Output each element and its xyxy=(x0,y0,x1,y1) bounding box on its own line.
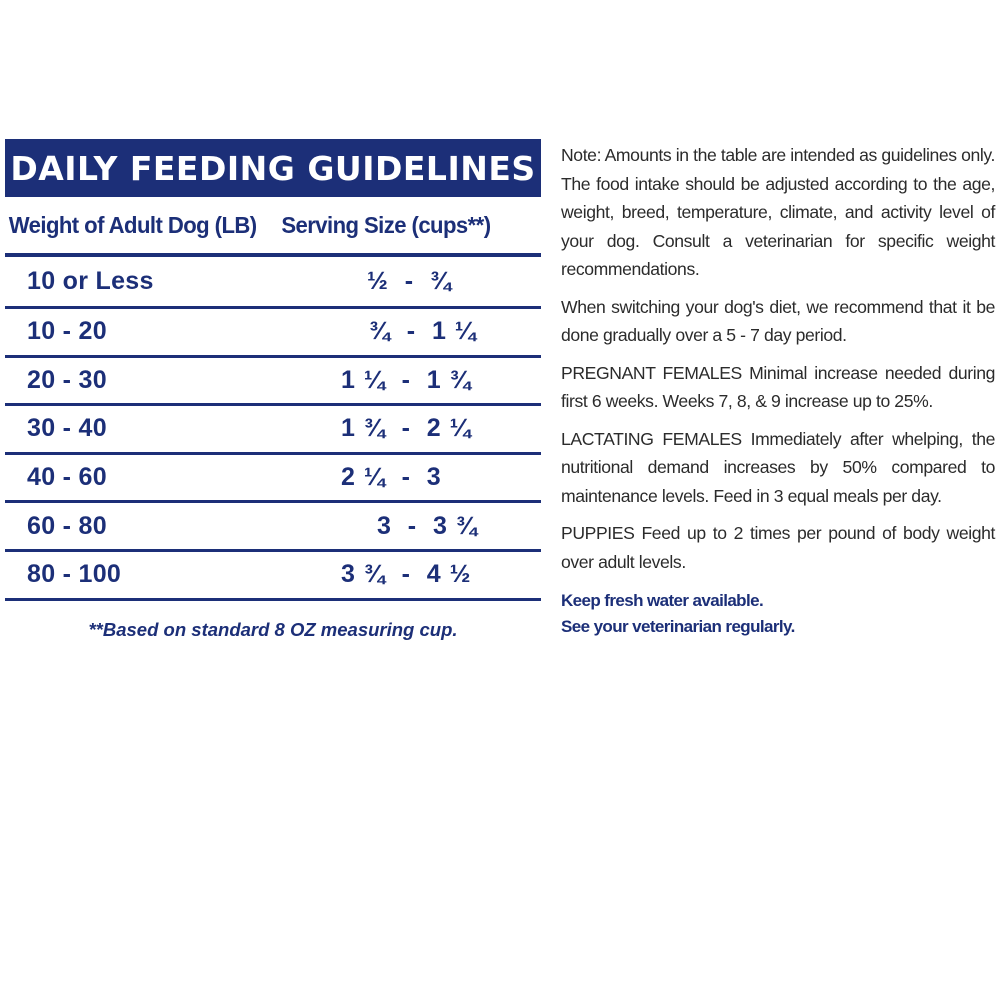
table-rows xyxy=(5,257,541,601)
table-row xyxy=(5,552,541,601)
footnote: **Based on standard 8 OZ measuring cup. xyxy=(88,618,458,640)
note-puppies: PUPPIES Feed up to 2 times per pound of body weight over adult levels. xyxy=(561,523,995,572)
cell-weight: 20 - 30 xyxy=(27,365,107,394)
column-headers xyxy=(5,197,509,253)
cell-serving: 3 - 3 ¾ xyxy=(377,511,478,540)
notes-panel xyxy=(561,141,995,640)
note-switching: When switching your dog's diet, we recommend that it be done gradually over a 5 - 7 day period. xyxy=(561,296,995,345)
table-title: DAILY FEEDING GUIDELINES xyxy=(5,139,541,197)
note-pregnant: PREGNANT FEMALES Minimal increase needed during first 6 weeks. Weeks 7, 8, & 9 increase up to 25%. xyxy=(561,362,995,411)
feeding-table xyxy=(5,139,541,641)
header-serving: Serving Size (cups**) xyxy=(281,211,491,238)
cell-weight: 10 - 20 xyxy=(27,317,107,346)
table-row xyxy=(5,358,541,407)
cell-serving: 2 ¼ - 3 xyxy=(341,463,442,492)
table-row xyxy=(5,503,541,552)
emphasis-vet: See your veterinarian regularly. xyxy=(561,617,795,636)
cell-serving: 1 ¼ - 1 ¾ xyxy=(341,365,472,394)
cell-weight: 40 - 60 xyxy=(27,463,107,492)
cell-serving: 3 ¾ - 4 ½ xyxy=(341,560,472,589)
cell-weight: 60 - 80 xyxy=(27,511,107,540)
note-lactating: LACTATING FEMALES Immediately after whelping, the nutritional demand increases by 50% compared to maintenance levels. Feed in 3 equal meals per day. xyxy=(561,428,995,506)
cell-weight: 30 - 40 xyxy=(27,414,107,443)
header-weight: Weight of Adult Dog (LB) xyxy=(8,211,257,238)
emphasis-water: Keep fresh water available. xyxy=(561,591,764,610)
emphasis-block xyxy=(561,588,995,640)
table-row xyxy=(5,257,541,309)
table-row xyxy=(5,309,541,358)
cell-serving: 1 ¾ - 2 ¼ xyxy=(341,414,472,443)
cell-serving: ½ - ¾ xyxy=(367,267,452,295)
cell-serving: ¾ - 1 ¼ xyxy=(369,317,477,346)
note-general: Note: Amounts in the table are intended as guidelines only. The food intake should be adjusted according to the age, weight, breed, temperature, climate, and activity level of your dog. Consult a veterinarian for specific weight recommendations. xyxy=(561,145,995,279)
cell-weight: 80 - 100 xyxy=(27,560,122,589)
table-row xyxy=(5,406,541,455)
table-row xyxy=(5,455,541,504)
cell-weight: 10 or Less xyxy=(27,267,154,295)
